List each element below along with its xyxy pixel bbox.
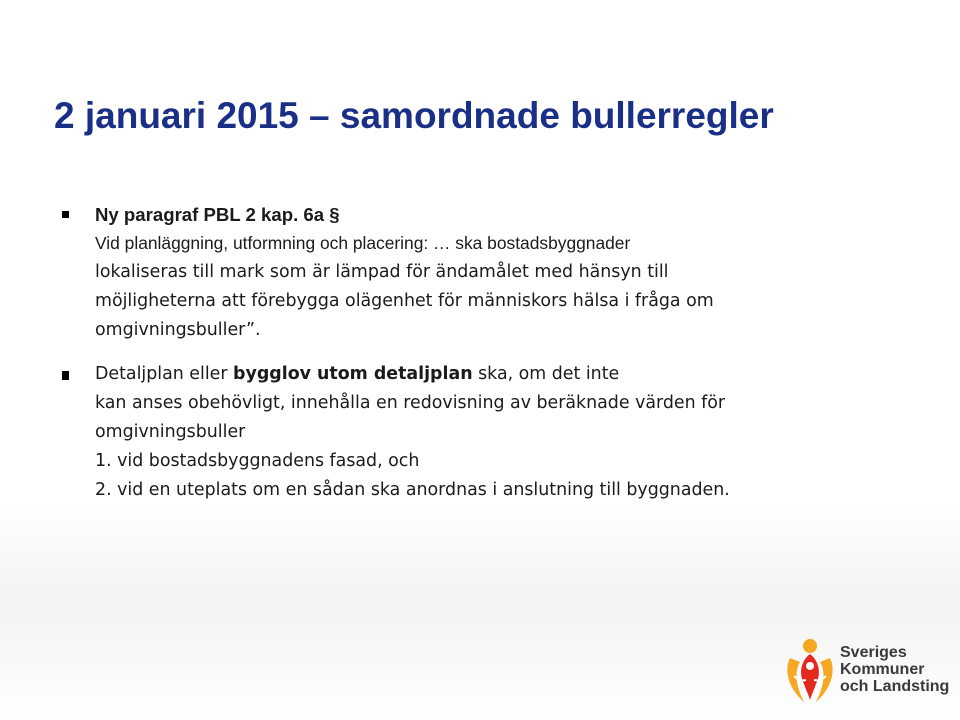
bullet-2-line-4: 1. vid bostadsbyggnadens fasad, och	[95, 451, 420, 471]
bullet-1-line-4: omgivningsbuller”.	[95, 320, 261, 340]
bullet-2-line-1-post: ska, om det inte	[472, 364, 620, 384]
bullet-1	[62, 200, 922, 345]
bullet-1-line-1: Vid planläggning, utformning och placering: … ska bostadsbyggnader	[95, 233, 631, 253]
bullet-1-line-2: lokaliseras till mark som är lämpad för ändamålet med hänsyn till	[95, 262, 669, 282]
bullet-2-line-3: omgivningsbuller	[95, 422, 246, 442]
bullet-2-line-1	[95, 360, 922, 389]
slide-title: 2 januari 2015 – samordnade bullerregler	[54, 95, 774, 136]
logo-line-3: och Landsting	[840, 678, 950, 695]
logo-line-1: Sveriges	[840, 644, 907, 661]
bullet-1-heading: Ny paragraf PBL 2 kap. 6a §	[95, 204, 340, 225]
bullet-marker	[62, 211, 69, 218]
bullet-2-line-1-bold: bygglov utom detaljplan	[233, 364, 473, 384]
skl-emblem-icon	[782, 636, 838, 706]
logo-line-2: Kommuner	[840, 661, 925, 678]
bullet-2-line-2: kan anses obehövligt, innehålla en redovisning av beräknade värden för	[95, 393, 726, 413]
bullet-2-line-5: 2. vid en uteplats om en sådan ska anordnas i anslutning till byggnaden.	[95, 480, 730, 500]
bullet-2-line-1-pre: Detaljplan eller	[95, 364, 234, 384]
skl-logo	[782, 636, 952, 706]
bullet-1-line-3: möjligheterna att förebygga olägenhet för människors hälsa i fråga om	[95, 291, 714, 311]
bullet-2	[62, 360, 922, 505]
bullet-marker	[62, 371, 69, 380]
